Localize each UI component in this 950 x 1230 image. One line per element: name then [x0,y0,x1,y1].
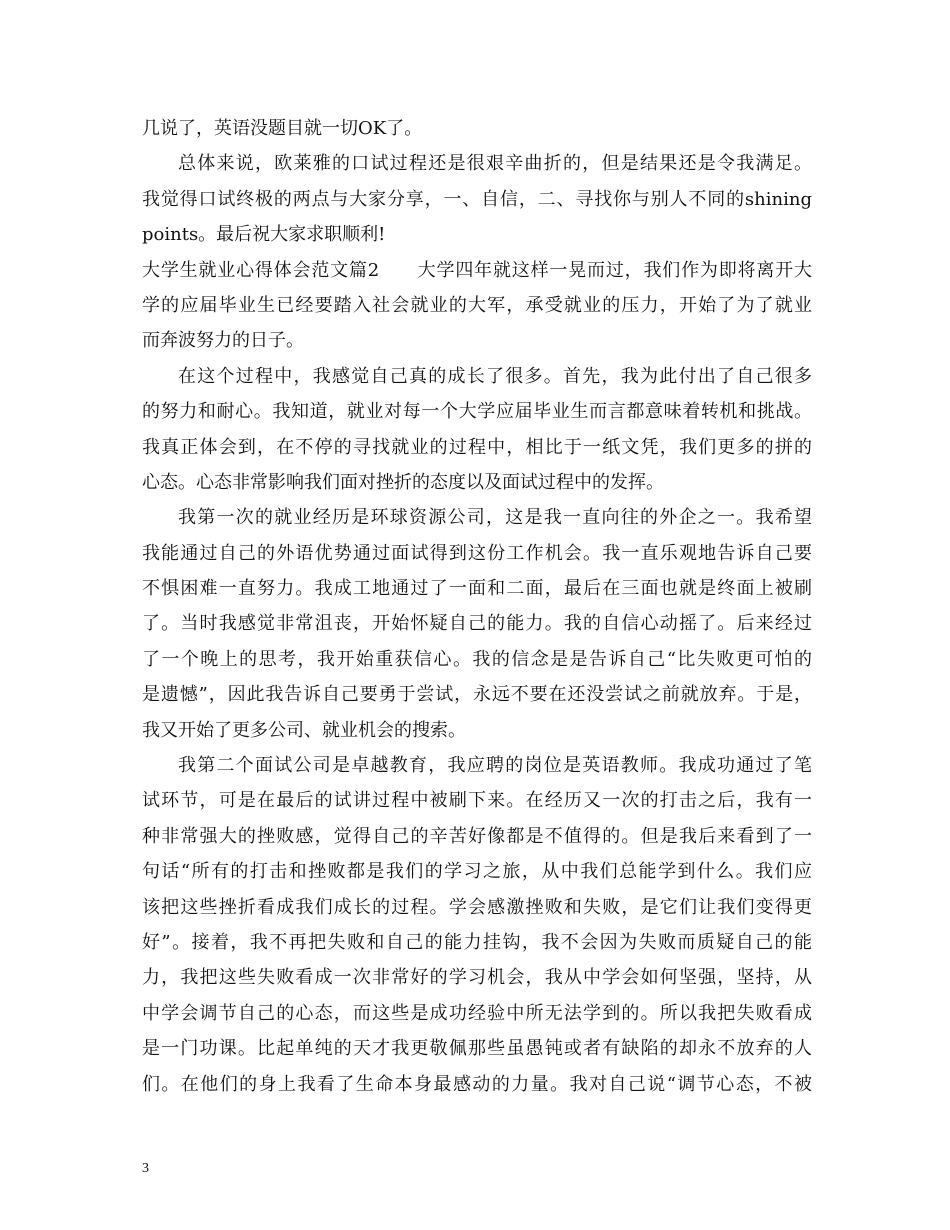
text-line: 几说了，英语没题目就一切OK了。 [142,118,423,139]
text-line: 在这个过程中，我感觉自己真的成长了很多。首先，我为此付出了自己很多 [178,365,812,387]
text-line: 我真正体会到，在不停的寻找就业的过程中，相比于一纸文凭，我们更多的拼的 [142,436,812,458]
text-line: 我能通过自己的外语优势通过面试得到这份工作机会。我一直乐观地告诉自己要 [142,542,812,564]
text-line: 不惧困难一直努力。我成工地通过了一面和二面，最后在三面也就是终面上被刷 [142,578,812,600]
text-line: 种非常强大的挫败感，觉得自己的辛苦好像都是不值得的。但是我后来看到了一 [142,825,812,847]
text-line: 该把这些挫折看成我们成长的过程。学会感激挫败和失败，是它们让我们变得更 [142,896,812,918]
text-line: 我第一次的就业经历是环球资源公司，这是我一直向往的外企之一。我希望 [178,507,812,529]
text-line: 学的应届毕业生已经要踏入社会就业的大军，承受就业的压力，开始了为了就业 [142,294,812,316]
text-line: 们。在他们的身上我看了生命本身最感动的力量。我对自己说“调节心态，不被 [142,1073,812,1095]
text-line: 心态。心态非常影响我们面对挫折的态度以及面试过程中的发挥。 [142,471,664,493]
text-line: 中学会调节自己的心态，而这些是成功经验中所无法学到的。所以我把失败看成 [142,1002,812,1024]
text-line: 了。当时我感觉非常沮丧，开始怀疑自己的能力。我的自信心动摇了。后来经过 [142,613,812,635]
text-line: 的努力和耐心。我知道，就业对每一个大学应届毕业生而言都意味着转机和挑战。 [142,401,812,423]
text-line: 是遗憾”，因此我告诉自己要勇于尝试，永远不要在还没尝试之前就放弃。于是， [142,684,812,706]
text-line: 我第二个面试公司是卓越教育，我应聘的岗位是英语教师。我成功通过了笔 [178,755,812,777]
document-body [142,111,812,1102]
text-line: 试环节，可是在最后的试讲过程中被刷下来。在经历又一次的打击之后，我有一 [142,790,812,812]
text-line: 是一门功课。比起单纯的天才我更敬佩那些虽愚钝或者有缺陷的却永不放弃的人 [142,1038,812,1060]
text-line: 总体来说，欧莱雅的口试过程还是很艰辛曲折的，但是结果还是令我满足。 [178,153,812,175]
text-line: 我觉得口试终极的两点与大家分享，一、自信，二、寻找你与别人不同的shining [142,188,812,210]
text-line: 而奔波努力的日子。 [142,330,304,352]
text-line: points。最后祝大家求职顺利! [142,224,386,246]
text-line: 了一个晚上的思考，我开始重获信心。我的信念是是告诉自己“比失败更可怕的 [142,648,812,670]
text-line: 好”。接着，我不再把失败和自己的能力挂钩，我不会因为失败而质疑自己的能 [142,931,812,953]
text-line: 力，我把这些失败看成一次非常好的学习机会，我从中学会如何坚强，坚持，从 [142,967,812,989]
text-line: 我又开始了更多公司、就业机会的搜索。 [142,719,466,741]
page-number: 3 [142,1161,149,1176]
text-line: 句话“所有的打击和挫败都是我们的学习之旅，从中我们总能学到什么。我们应 [142,861,812,883]
text-line: 大学生就业心得体会范文篇2 大学四年就这样一晃而过，我们作为即将离开大 [142,259,812,281]
